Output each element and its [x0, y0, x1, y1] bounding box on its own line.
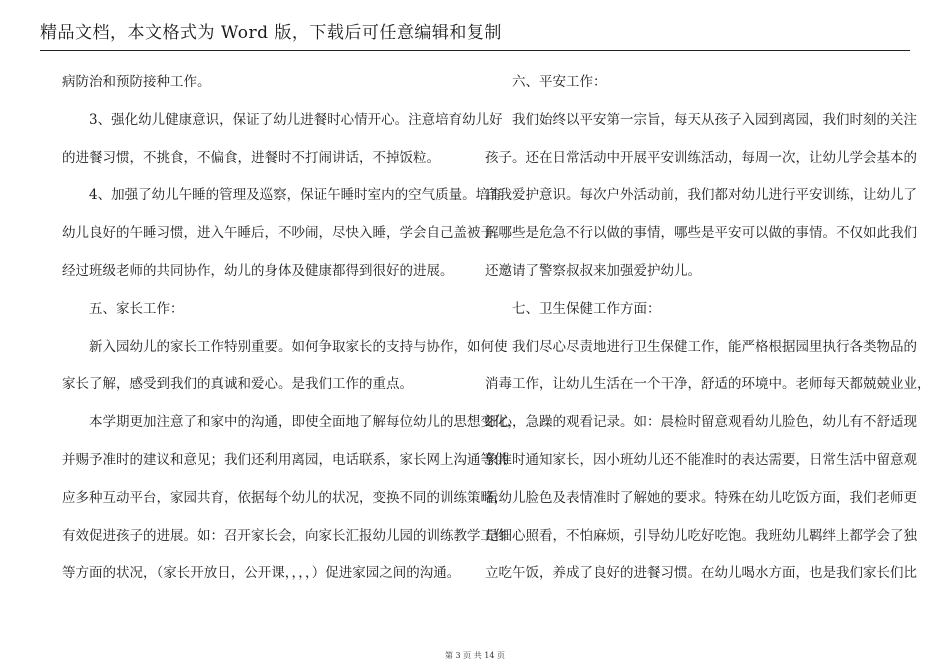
document-header: 精品文档，本文格式为 Word 版，下载后可任意编辑和复制	[40, 23, 502, 43]
left-column	[62, 64, 521, 593]
paragraph-line: 新入园幼儿的家长工作特别重要。如何争取家长的支持与协作，如何使	[89, 338, 508, 355]
paragraph-line: 还邀请了警察叔叔来加强爱护幼儿。	[485, 262, 701, 279]
paragraph-line: 本学期更加注意了和家中的沟通，即使全面地了解每位幼儿的思想变化，	[89, 414, 521, 431]
section-heading: 五、家长工作：	[89, 300, 184, 317]
section-heading: 六、平安工作：	[512, 74, 607, 90]
paragraph-line: 并赐予准时的建议和意见；我们还利用离园，电话联系，家长网上沟通等供	[62, 451, 508, 468]
paragraph-line: 等方面的状况，（家长开放日，公开课，，，，）促进家园之间的沟通。	[62, 565, 461, 582]
page-number: 第 3 页 共 14 页	[445, 651, 505, 660]
paragraph-line: 我们尽心尽责地进行卫生保健工作，能严格根据园里执行各类物品的	[512, 338, 917, 355]
paragraph-line: 象准时通知家长，因小班幼儿还不能准时的表达需要，日常生活中留意观	[485, 451, 917, 468]
paragraph-line: 看幼儿脸色及表情准时了解她的要求。特殊在幼儿吃饭方面，我们老师更	[485, 489, 917, 506]
paragraph-line: 是细心照看，不怕麻烦，引导幼儿吃好吃饱。我班幼儿羁绊上都学会了独	[485, 527, 917, 544]
paragraph-line: 立吃午饭，养成了良好的进餐习惯。在幼儿喝水方面，也是我们家长们比	[485, 565, 917, 582]
paragraph-line: 家长了解，感受到我们的真诚和爱心。是我们工作的重点。	[62, 376, 413, 393]
paragraph-line: 孩子。还在日常活动中开展平安训练活动，每周一次，让幼儿学会基本的	[485, 149, 917, 166]
paragraph-line: 解哪些是危急不行以做的事情，哪些是平安可以做的事情。不仅如此我们	[485, 225, 917, 242]
paragraph-line: 自我爱护意识。每次户外活动前，我们都对幼儿进行平安训练，让幼儿了	[485, 187, 917, 204]
paragraph-line: 的进餐习惯，不挑食，不偏食，进餐时不打闹讲话，不掉饭粒。	[62, 149, 440, 166]
header-divider	[40, 50, 910, 51]
paragraph-line: 我们始终以平安第一宗旨，每天从孩子入园到离园，我们时刻的关注	[512, 111, 917, 128]
section-heading: 七、卫生保健工作方面：	[512, 300, 661, 317]
paragraph-line: 经过班级老师的共同协作，幼儿的身体及健康都得到很好的进展。	[62, 262, 454, 279]
paragraph-line: 有效促进孩子的进展。如：召开家长会，向家长汇报幼儿园的训练教学工作	[62, 527, 508, 544]
paragraph-line: 3、强化幼儿健康意识，保证了幼儿进餐时心情开心。注意培育幼儿好	[89, 111, 503, 128]
paragraph-line: 消毒工作，让幼儿生活在一个干净，舒适的环境中。老师每天都兢兢业业，	[485, 376, 931, 393]
paragraph-line: 幼儿良好的午睡习惯，进入午睡后，不吵闹，尽快入睡，学会自己盖被子。	[62, 225, 508, 242]
paragraph-line: 细心，急躁的观看记录。如：晨检时留意观看幼儿脸色，幼儿有不舒适现	[485, 414, 917, 431]
right-column	[485, 64, 931, 593]
paragraph-line: 4、加强了幼儿午睡的管理及巡察，保证午睡时室内的空气质量。培育	[89, 187, 503, 204]
paragraph-line: 应多种互动平台，家园共育，依据每个幼儿的状况，变换不同的训练策略，	[62, 489, 508, 506]
paragraph-line: 病防治和预防接种工作。	[62, 74, 211, 90]
